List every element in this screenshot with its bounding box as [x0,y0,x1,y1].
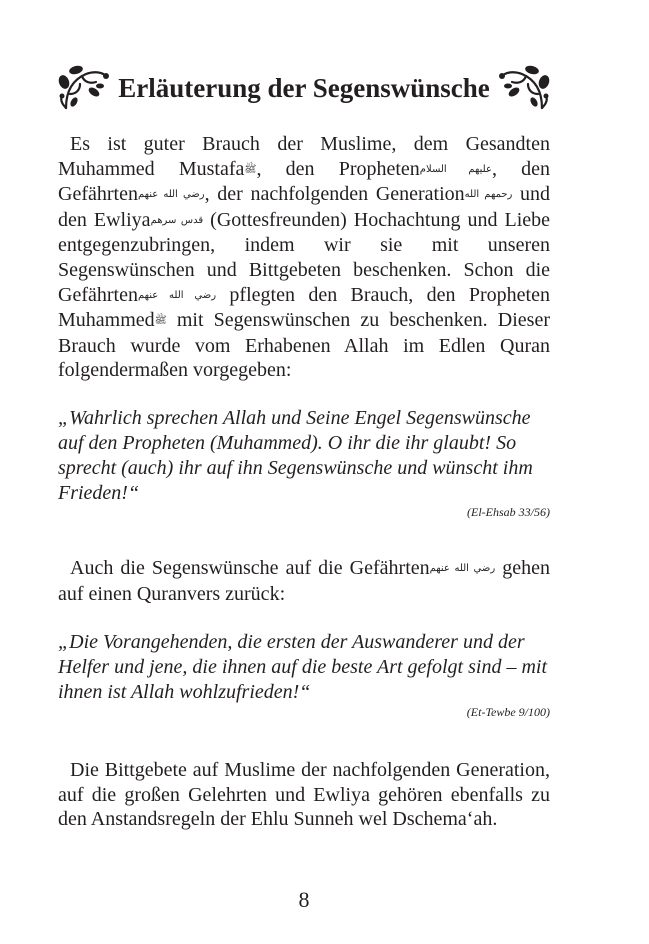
quran-quote-1: „Wahrlich sprechen Allah und Seine Engel Segenswünsche auf den Propheten (Muhammed). O ihr die ihr glaubt! So sprecht (auch) ihr auf ihn Segenswünsche und wünscht ihm Frieden!“ [58,407,533,504]
page-title: Erläuterung der Segenswünsche [118,73,490,103]
third-paragraph: Die Bittgebete auf Muslime der nachfolgenden Generation, auf die großen Gelehrten und Ewliya gehören ebenfalls zu den Anstandsregeln der Ehlu Sunneh wel Dschema‘ah. [58,759,550,831]
honorific-glyph: رضي الله عنهم [137,289,217,301]
honorific-glyph: ﷺ [154,315,167,327]
book-page [58,0,550,944]
quran-quote-2: „Die Vorangehenden, die ersten der Auswanderer und der Helfer und jene, die ihnen auf die beste Art gefolgt sind – mit ihnen ist Allah wohlzufrieden!“ [58,631,547,703]
honorific-glyph: عليهم السلام [419,163,492,175]
honorific-glyph: ﷺ [244,163,257,175]
honorific-glyph: قدس سرهم [150,214,204,226]
honorific-glyph: رحمهم الله [464,189,513,201]
honorific-glyph: رضي الله عنهم [137,189,205,201]
floral-ornament-right-icon [498,64,550,112]
quote-1-source: (El-Ehsab 33/56) [467,505,550,519]
floral-ornament-left-icon [58,64,110,112]
chapter-heading [58,64,550,112]
page-number: 8 [298,887,310,912]
intro-paragraph: Es ist guter Brauch der Muslime, dem Gesandten Muhammed Mustafaﷺ, den Prophetenعليهم السلام, den Gefährtenرضي الله عنهم, der nachfolgenden Generationرحمهم الله und den Ewliyaقدس سرهم (Gottesfreunden) Hochachtung und Liebe entgegenzubringen, indem wir sie mit unseren Segenswünschen und Bittgebeten beschenken. Schon die Gefährtenرضي الله عنهم pflegten den Brauch, den Propheten Muhammedﷺ mit Segenswünschen zu beschenken. Dieser Brauch wurde vom Erhabenen Allah im Edlen Quran folgendermaßen vorgegeben: [58,133,551,382]
honorific-glyph: رضي الله عنهم [429,563,496,574]
second-paragraph: Auch die Segenswünsche auf die Gefährtenرضي الله عنهم gehen auf einen Quranvers zurück: [58,557,550,605]
quote-2-source: (Et-Tewbe 9/100) [466,705,550,719]
